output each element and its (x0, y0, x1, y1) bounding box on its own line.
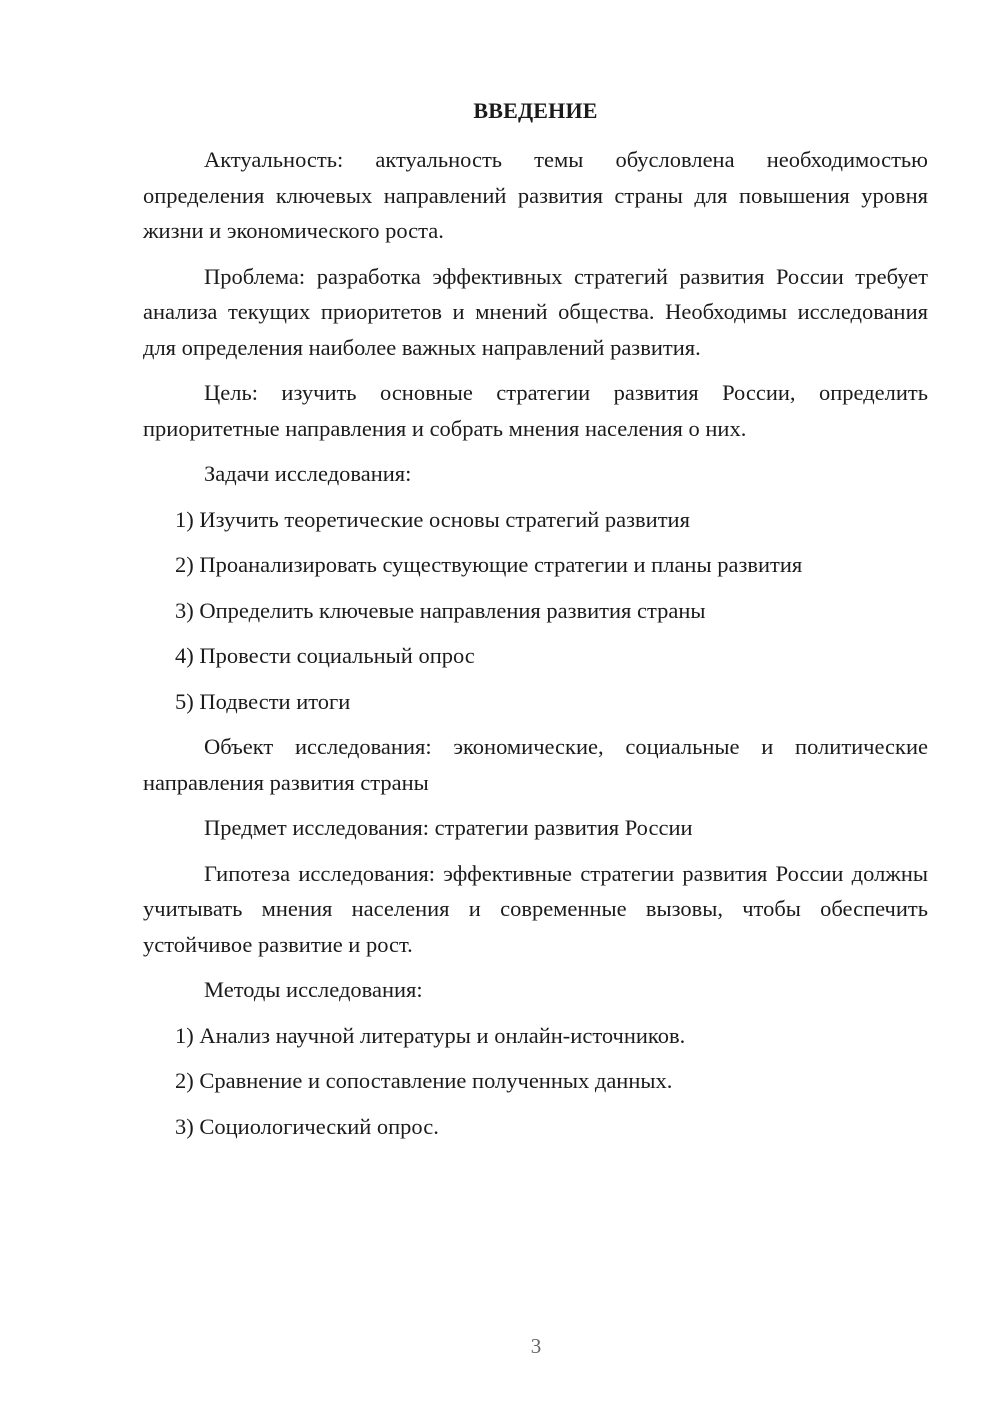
method-item-1: 1) Анализ научной литературы и онлайн-источников. (175, 1022, 686, 1048)
task-item-1: 1) Изучить теоретические основы стратегий развития (175, 506, 690, 532)
object-paragraph: Объект исследования: экономические, социальные и политические направления развития страны (143, 734, 928, 795)
page-number: 3 (530, 1334, 542, 1358)
page-body (143, 142, 928, 1154)
tasks-heading: Задачи исследования: (204, 461, 412, 486)
section-heading: ВВЕДЕНИЕ (473, 98, 598, 123)
task-item-4: 4) Провести социальный опрос (175, 643, 475, 668)
subject-paragraph: Предмет исследования: стратегии развития России (204, 815, 693, 840)
methods-heading: Методы исследования: (204, 977, 423, 1002)
method-item-3: 3) Социологический опрос. (175, 1113, 439, 1139)
method-item-2: 2) Сравнение и сопоставление полученных данных. (175, 1068, 673, 1093)
relevance-paragraph: Актуальность: актуальность темы обусловлена необходимостью определения ключевых направлений развития страны для повышения уровня жизни и экономического роста. (143, 147, 928, 243)
task-item-3: 3) Определить ключевые направления развития страны (175, 597, 706, 623)
hypothesis-paragraph: Гипотеза исследования: эффективные стратегии развития России должны учитывать мнения населения и современные вызовы, чтобы обеспечить устойчивое развитие и рост. (143, 860, 928, 957)
goal-paragraph: Цель: изучить основные стратегии развития России, определить приоритетные направления и собрать мнения населения о них. (143, 380, 928, 441)
problem-paragraph: Проблема: разработка эффективных стратегий развития России требует анализа текущих приоритетов и мнений общества. Необходимы исследования для определения наиболее важных направлений развития. (143, 263, 928, 360)
task-item-2: 2) Проанализировать существующие стратегии и планы развития (175, 552, 803, 577)
task-item-5: 5) Подвести итоги (175, 688, 351, 714)
